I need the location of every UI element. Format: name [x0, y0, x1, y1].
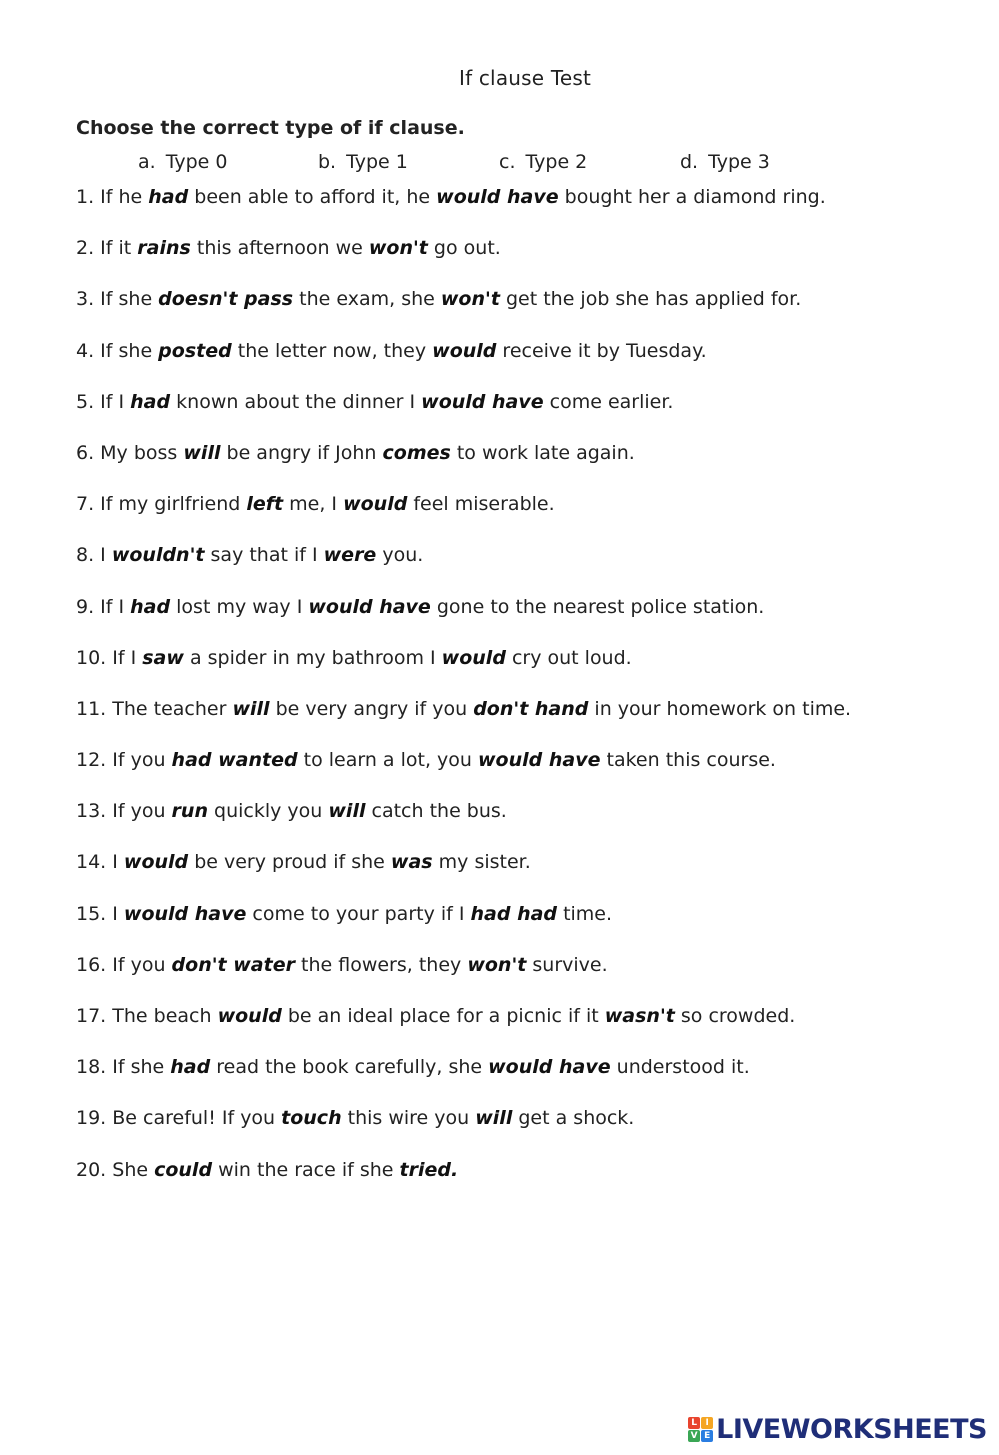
question-text: the exam, she [293, 288, 441, 311]
option-b [318, 151, 408, 173]
question-item [76, 1158, 851, 1209]
verb-phrase: would [432, 339, 497, 362]
verb-phrase: doesn't pass [158, 288, 294, 311]
question-text: 8. I [76, 544, 112, 567]
question-item [76, 1106, 851, 1157]
question-item [76, 287, 851, 338]
verb-phrase: would have [308, 595, 431, 618]
option-d [680, 151, 770, 173]
verb-phrase: were [323, 544, 377, 567]
question-text: 10. If I [76, 646, 143, 669]
verb-phrase: would [217, 1005, 282, 1027]
question-item [76, 390, 851, 441]
question-text: 20. She [76, 1158, 155, 1181]
question-text: 14. I [76, 851, 124, 874]
question-text: me, I [283, 493, 344, 516]
page-title: If clause Test [458, 66, 592, 90]
question-text: been able to afford it, he [188, 186, 437, 208]
option-letter: c. [499, 151, 516, 173]
question-text: to work late again. [450, 441, 635, 464]
option-letter: a. [138, 151, 156, 173]
question-item [76, 646, 851, 697]
question-text: come earlier. [543, 390, 674, 413]
verb-phrase: would [441, 646, 506, 669]
verb-phrase: wasn't [604, 1005, 675, 1027]
question-text: feel miserable. [407, 493, 555, 516]
verb-phrase: won't [440, 288, 500, 311]
question-text: to learn a lot, you [297, 749, 478, 772]
option-label: Type 0 [165, 151, 228, 173]
question-item [76, 236, 851, 287]
verb-phrase: touch [281, 1107, 342, 1130]
verb-phrase: would have [488, 1056, 611, 1079]
liveworksheets-logo-icon [688, 1417, 713, 1442]
option-label: Type 2 [525, 151, 588, 173]
question-item [76, 850, 851, 901]
question-item [76, 748, 851, 799]
question-text: taken this course. [600, 749, 776, 772]
question-item [76, 185, 851, 236]
question-text: lost my way I [170, 595, 309, 618]
logo-tile: L [688, 1417, 700, 1429]
question-text: known about the dinner I [170, 390, 422, 413]
question-text: 4. If she [76, 339, 159, 362]
verb-phrase: would [123, 851, 189, 874]
verb-phrase: had wanted [171, 749, 298, 772]
question-text: the letter now, they [231, 339, 433, 362]
question-item [76, 902, 851, 953]
question-text: gone to the nearest police station. [430, 595, 765, 618]
question-text: the flowers, they [294, 953, 468, 976]
verb-phrase: will [475, 1107, 513, 1130]
question-text: 19. Be careful! If you [76, 1107, 282, 1130]
question-text: 17. The beach [76, 1005, 218, 1027]
question-item [76, 799, 851, 850]
verb-phrase: will [183, 441, 221, 464]
question-text: 9. If I [76, 595, 131, 618]
question-item [76, 595, 851, 646]
question-text: get the job she has applied for. [499, 288, 802, 311]
verb-phrase: could [154, 1158, 213, 1181]
question-text: 18. If she [76, 1056, 171, 1079]
liveworksheets-branding [688, 1414, 987, 1445]
question-text: say that if I [204, 544, 324, 567]
question-text: go out. [427, 237, 501, 260]
verb-phrase: had [170, 1056, 211, 1079]
question-text: so crowded. [674, 1005, 796, 1027]
verb-phrase: would have [436, 186, 559, 208]
logo-tile: E [701, 1430, 713, 1442]
question-text: be very proud if she [188, 851, 391, 874]
question-item [76, 697, 851, 748]
question-list [76, 185, 851, 1209]
question-item [76, 441, 851, 492]
question-text: 2. If it [76, 237, 138, 260]
question-text: come to your party if I [246, 902, 471, 925]
question-text: be angry if John [220, 441, 383, 464]
question-text: 11. The teacher [76, 697, 233, 720]
question-item [76, 1055, 851, 1106]
verb-phrase: would have [421, 390, 544, 413]
question-text: 13. If you [76, 800, 172, 823]
option-letter: d. [680, 151, 699, 173]
verb-phrase: won't [368, 237, 428, 260]
question-item [76, 1004, 851, 1055]
option-label: Type 3 [708, 151, 770, 173]
question-item [76, 492, 851, 543]
question-text: you. [376, 544, 424, 567]
question-text: understood it. [610, 1056, 750, 1079]
question-text: be an ideal place for a picnic if it [281, 1005, 605, 1027]
verb-phrase: run [171, 800, 208, 823]
question-text: cry out loud. [505, 646, 632, 669]
question-text: get a shock. [512, 1107, 635, 1130]
verb-phrase: posted [158, 339, 232, 362]
question-text: 7. If my girlfriend [76, 493, 247, 516]
verb-phrase: was [390, 851, 433, 874]
question-text: 5. If I [76, 390, 131, 413]
verb-phrase: comes [382, 441, 451, 464]
question-text: win the race if she [212, 1158, 400, 1181]
question-text: this afternoon we [190, 237, 369, 260]
verb-phrase: left [246, 493, 284, 516]
question-text: 3. If she [76, 288, 159, 311]
verb-phrase: saw [142, 646, 184, 669]
question-text: quickly you [207, 800, 329, 823]
question-text: my sister. [432, 851, 531, 874]
verb-phrase: wouldn't [111, 544, 205, 567]
question-text: 1. If he [76, 186, 149, 208]
question-text: 15. I [76, 902, 124, 925]
logo-tile: V [688, 1430, 700, 1442]
question-text: be very angry if you [269, 697, 474, 720]
question-text: this wire you [341, 1107, 476, 1130]
verb-phrase: don't water [171, 953, 295, 976]
question-text: receive it by Tuesday. [496, 339, 707, 362]
verb-phrase: had [130, 595, 171, 618]
question-text: survive. [526, 953, 608, 976]
verb-phrase: don't hand [473, 697, 589, 720]
option-letter: b. [318, 151, 337, 173]
verb-phrase: had had [470, 902, 558, 925]
brand-name: LIVEWORKSHEETS [716, 1414, 987, 1445]
verb-phrase: had [148, 186, 189, 208]
verb-phrase: will [232, 697, 270, 720]
logo-tile: I [701, 1417, 713, 1429]
question-item [76, 339, 851, 390]
option-a [138, 151, 227, 173]
verb-phrase: tried. [399, 1158, 459, 1181]
question-text: a spider in my bathroom I [183, 646, 442, 669]
question-text: 16. If you [76, 953, 172, 976]
question-text: time. [557, 902, 613, 925]
option-c [499, 151, 587, 173]
verb-phrase: won't [467, 953, 527, 976]
verb-phrase: had [130, 390, 171, 413]
option-label: Type 1 [346, 151, 408, 173]
question-item [76, 543, 851, 594]
question-text: read the book carefully, she [210, 1056, 489, 1079]
question-text: 6. My boss [76, 441, 184, 464]
verb-phrase: would [343, 493, 408, 516]
question-text: 12. If you [76, 749, 172, 772]
verb-phrase: would have [477, 749, 601, 772]
verb-phrase: would have [123, 902, 247, 925]
verb-phrase: rains [137, 237, 191, 260]
verb-phrase: will [328, 800, 366, 823]
question-text: in your homework on time. [588, 697, 852, 720]
question-text: catch the bus. [365, 800, 507, 823]
question-text: bought her a diamond ring. [558, 186, 826, 208]
question-item [76, 953, 851, 1004]
instruction-text: Choose the correct type of if clause. [76, 117, 465, 139]
